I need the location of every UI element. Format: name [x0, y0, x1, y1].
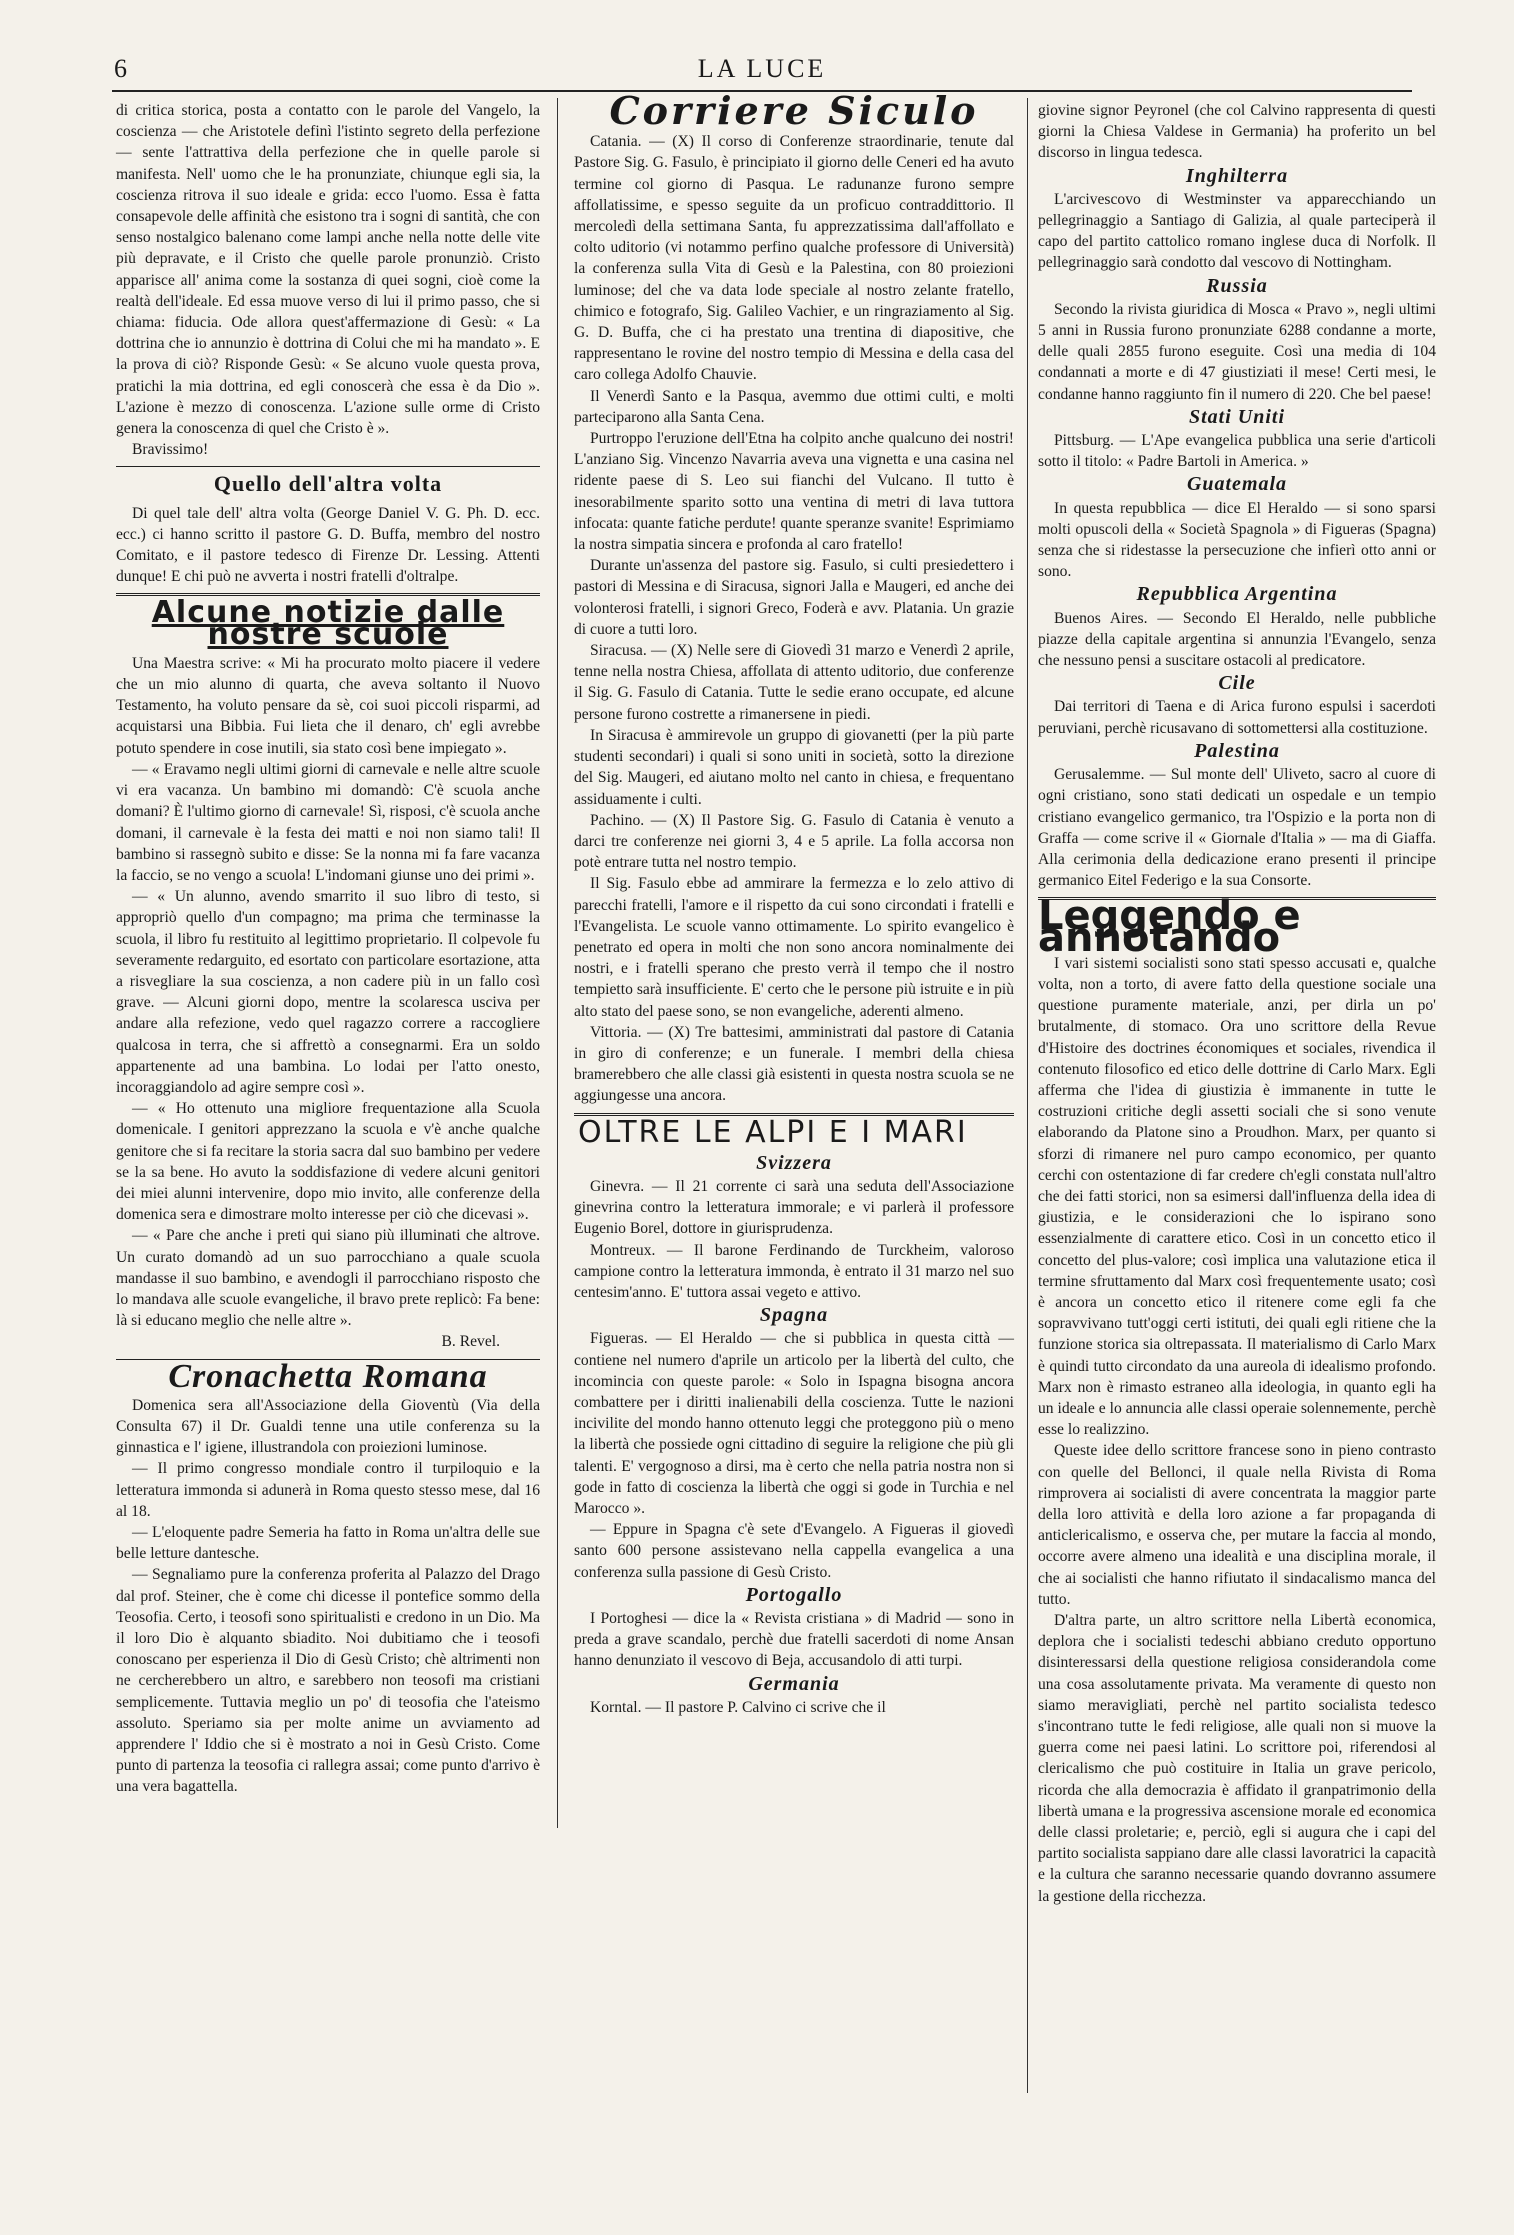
country-heading-portogallo: Portogallo	[745, 1583, 843, 1606]
paragraph: Vittoria. — (X) Tre battesimi, amministrati dal pastore di Catania in giro di conferenze; e un funerale. I membri della chiesa bramerebbero che alle classi già esistenti in questa nostra scuola se ne aggiungesse una ancora.	[574, 1023, 1014, 1105]
column-rule-2	[1027, 98, 1028, 2093]
paragraph: Domenica sera all'Associazione della Gioventù (Via della Consulta 67) il Dr. Gualdi tenne una utile conferenza su la ginnastica e l' igiene, illustrandola con proiezioni luminose.	[116, 1396, 540, 1457]
country-heading-germania: Germania	[748, 1672, 840, 1695]
column-1	[116, 100, 540, 1798]
page-number: 6	[114, 54, 127, 83]
paragraph: Pittsburg. — L'Ape evangelica pubblica una serie d'articoli sotto il titolo: « Padre Bartoli in America. »	[1038, 432, 1436, 471]
paragraph: — Eppure in Spagna c'è sete d'Evangelo. A Figueras il giovedì santo 600 persone assistevano nella cappella evangelica a una conferenza sulla passione di Gesù Cristo.	[574, 1521, 1014, 1581]
country-heading-spagna: Spagna	[759, 1304, 829, 1327]
paragraph: Queste idee dello scrittore francese sono in pieno contrasto con quelle del Bellonci, il quale nella Rivista di Roma rimprovera ai socialisti di avere concentrata la maggior parte della loro attività e della loro azione a far propaganda di anticlericalismo, e osserva che, per mutare la faccia al mondo, occorre avere almeno una idealità e una disciplina morale, il che ai socialisti che hanno rifiutato il sindacalismo manca del tutto.	[1038, 1442, 1436, 1608]
paragraph: — Il primo congresso mondiale contro il turpiloquio e la letteratura immonda si adunerà in Roma questo stesso mese, dal 16 al 18.	[116, 1460, 540, 1520]
section-title-romana: Cronachetta Romana	[168, 1357, 488, 1395]
paragraph: Durante un'assenza del pastore sig. Fasulo, si culti presiedettero i pastori di Messina e di Siracusa, signori Jalla e Maugeri, ed anche dei volonterosi fratelli, i signori Greco, Foderà e avv. Platania. Un grazie di cuore a tutti loro.	[574, 557, 1014, 638]
country-heading-stati-uniti: Stati Uniti	[1188, 405, 1286, 428]
country-heading-cile: Cile	[1218, 672, 1256, 695]
paragraph: Korntal. — Il pastore P. Calvino ci scrive che il	[590, 1698, 886, 1716]
column-rule-1	[557, 98, 558, 1828]
paragraph: Montreux. — Il barone Ferdinando de Turckheim, valoroso campione contro la letteratura immonda, è entrato il 31 marzo nel suo centesim'anno. E' tuttora assai vegeto e attivo.	[574, 1241, 1014, 1301]
paragraph: I vari sistemi socialisti sono stati spesso accusati e, qualche volta, non a torto, di avere fatto della questione sociale una questione puramente materiale, anzi, per dirla un po' brutalmente, di stomaco. Ora uno scrittore della Revue d'Histoire des doctrines économiques et sociales, rivendica il contenuto filosofico ed etico delle dottrine di Carlo Marx. Egli afferma che l'idea di giustizia è immanente in tutte le costruzioni critiche degli assetti sociali che si sono venute elaborando da Platone sino a Proudhon. Marx, per quanto si sforzi di rimanere nel puro campo economico, per quanto cerchi con ostentazione di far credere ch'egli constata null'altro che dei fatti storici, non sa esimersi dall'influenza della idea di giustizia, e le considerazioni che lo ispirano sono essenzialmente di carattere etico. Così in un concetto etico il concetto del plus-valore; così implica una valutazione etica il termine sfruttamento dal Marx così frequentemente usato; così è ancora un concetto etico il ritenere come egli fa che sopravvivano tutt'oggi certi istituti, dei quali egli ritiene che la funzione storica sia oltrepassata. Il materialismo di Carlo Marx è quindi tutto circondato da una aureola di idealismo profondo. Marx non è rimasto estraneo alla ideologia, in quanto egli ha un ideale e lo annuncia alle classi operaie solennemente, perchè esse lo realizzino.	[1038, 954, 1436, 1439]
paragraph: — « Ho ottenuto una migliore frequentazione alla Scuola domenicale. I genitori apprezzano la scuola e v'è anche qualche genitore che si fa recitare la storia sacra dal suo bambino per vedere se la sa bene. Ho avuto la soddisfazione di vedere alcuni genitori dei miei alunni intervenire, dopo mio invito, alle conferenze della domenica sera e dimostrare molto interesse per ciò che dicevasi ».	[116, 1100, 540, 1224]
paragraph: Secondo la rivista giuridica di Mosca « Pravo », negli ultimi 5 anni in Russia furono pronunziate 6288 condanne a morte, delle quali 2855 furono eseguite. Così una media di 104 condannati a morte e di 47 giustiziati il mese! Certi mesi, le condanne hanno raggiunto fin il numero di 220. Che bel paese!	[1038, 300, 1436, 403]
paragraph: In Siracusa è ammirevole un gruppo di giovanetti (per la più parte studenti secondari) i quali si sono uniti in società, sotto la direzione del Sig. Maugeri, ed aiutano molto nel canto in chiesa, e frequentano assiduamente i culti.	[574, 726, 1014, 808]
country-heading-palestina: Palestina	[1194, 739, 1280, 762]
paragraph: Siracusa. — (X) Nelle sere di Giovedì 31 marzo e Venerdì 2 aprile, tenne nella nostra Chiesa, affollata di attento uditorio, due conferenze il Sig. G. Fasulo di Catania. Tutte le sedie erano occupate, ed alcune persone furono costrette a rimanersene in piedi.	[574, 642, 1014, 723]
section-title-quello: Quello dell'altra volta	[213, 471, 443, 497]
paragraph: Pachino. — (X) Il Pastore Sig. G. Fasulo di Catania è venuto a darci tre conferenze nei giorni 3, 4 e 5 aprile. La folla accorsa non potè entrare tutta nel nostro tempio.	[574, 811, 1014, 872]
paragraph: In questa repubblica — dice El Heraldo — si sono sparsi molti opuscoli della « Società Spagnola » di Figueras (Spagna) senza che si ridestasse la persecuzione che infierì otto anni or sono.	[1038, 499, 1436, 581]
paragraph: Di quel tale dell' altra volta (George Daniel V. G. Ph. D. ecc. ecc.) ci hanno scritto il pastore G. D. Buffa, membro del nostro Comitato, e il pastore tedesco di Firenze Dr. Lessing. Attenti dunque! E chi può ne avverta i nostri fratelli d'oltralpe.	[116, 504, 540, 586]
page-header	[112, 50, 1412, 92]
paragraph: giovine signor Peyronel (che col Calvino rappresenta di questi giorni la Chiesa Valdese in Germania) ha proferito un bel discorso in lingua tedesca.	[1038, 102, 1436, 162]
column-3	[1038, 100, 1436, 1907]
paragraph: Dai territori di Taena e di Arica furono espulsi i sacerdoti peruviani, perchè ricusavano di sottomettersi alla costituzione.	[1038, 698, 1436, 737]
divider	[116, 466, 540, 467]
signature: B. Revel.	[441, 1333, 500, 1351]
section-title-siculo: Corriere Siculo	[609, 88, 979, 133]
country-heading-russia: Russia	[1206, 274, 1268, 297]
section-title-alpi: OLTRE LE ALPI E I MARI	[578, 1114, 968, 1150]
paragraph: Il Venerdì Santo e la Pasqua, avemmo due ottimi culti, e molti parteciparono alla Santa Cena.	[574, 387, 1014, 426]
paragraph: I Portoghesi — dice la « Revista cristiana » di Madrid — sono in preda a grave scandalo, perchè due fratelli sacerdoti di nome Ansan hanno denunziato il vescovo di Beja, accusandolo di atti turpi.	[574, 1610, 1014, 1670]
section-title-leggendo: Leggendo e annotando	[1038, 893, 1301, 961]
paragraph: Una Maestra scrive: « Mi ha procurato molto piacere il vedere che un mio alunno di quarta, che aveva soltanto il Nuovo Testamento, ha voluto pensare da sè, coi suoi piccoli risparmi, ad acquistarsi una Bibbia. Fui lieta che il denaro, ch' egli avrebbe potuto spendere in cose inutili, sia stato così bene impiegato ».	[116, 654, 540, 757]
country-heading-inghilterra: Inghilterra	[1185, 164, 1289, 187]
paragraph: Buenos Aires. — Secondo El Heraldo, nelle pubbliche piazze della capitale argentina si annunzia l'Evangelo, senza che nessuno pensi a suscitare ostacoli al predicatore.	[1038, 609, 1436, 670]
paragraph: L'arcivescovo di Westminster va apparecchiando un pellegrinaggio a Santiago di Galizia, al quale parteciperà il capo del partito cattolico romano inglese duca di Norfolk. Il pellegrinaggio sarà condotto dal vescovo di Nottingham.	[1038, 190, 1436, 272]
paragraph: — L'eloquente padre Semeria ha fatto in Roma un'altra delle sue belle letture dantesche.	[116, 1524, 540, 1563]
section-title-scuole: Alcune notizie dalle nostre scuole	[151, 595, 505, 652]
paragraph: — « Pare che anche i preti qui siano più illuminati che altrove. Un curato domandò ad un suo parrocchiano a quale scuola mandasse il suo bambino, e avendogli il parrocchiano risposto che lo mandava alle scuole evangeliche, il bravo prete replicò: Fa bene: là si educano meglio che nelle altre ».	[116, 1227, 540, 1330]
column-2	[574, 88, 1014, 1718]
paragraph: Purtroppo l'eruzione dell'Etna ha colpito anche qualcuno dei nostri! L'anziano Sig. Vincenzo Navarria aveva una vignetta e una casina nel ridente paese di S. Leo sui fianchi del Vulcano. Il tutto è inesorabilmente sparito sotto una ventina di metri di lava tuttora infocata: quante fatiche perdute! quante speranze svanite! Esprimiamo la nostra simpatia sincera e profonda al caro fratello!	[574, 430, 1014, 554]
paragraph: — « Eravamo negli ultimi giorni di carnevale e nelle altre scuole vi era vacanza. Un bambino mi domandò: C'è scuola anche domani? È l'ultimo giorno di carnevale! Sì, risposi, c'è scuola anche domani, il carnevale è la festa dei matti e noi non siamo tali! Il bambino si rassegnò subito e disse: Se la nonna mi fa fare vacanza la faccio, se no vengo a scuola! L'indomani giunse uno dei primi ».	[116, 760, 540, 884]
paragraph: Gerusalemme. — Sul monte dell' Uliveto, sacro al cuore di ogni cristiano, sono stati dedicati un ospedale e un tempio cristiano evangelico germanico, tra l'Ospizio e la porta non di Graffa — come scrive il « Giornale d'Italia » — ma di Giaffa. Alla cerimonia della dedicazione erano presenti il principe germanico Eitel Federigo e la sua Consorte.	[1038, 766, 1436, 890]
country-heading-guatemala: Guatemala	[1186, 473, 1288, 496]
country-heading-argentina: Repubblica Argentina	[1136, 583, 1338, 606]
article-continuation: di critica storica, posta a contatto con le parole del Vangelo, la coscienza — che Aristotele definì l'istinto segreto della perfezione — sente l'attrattiva della perfezione che in quelle parole si manifesta. Nell' uomo che le ha pronunziate, chiunque egli sia, la coscienza ritrova il suo ideale e grida: ecco l'uomo. Essa è fatta consapevole delle affinità che esistono tra i sogni di santità, che con senso nostalgico balenano come lampi anche nella notte delle vite più depravate, e il Cristo che quelle parole pronunziò. Cristo apparisce all' anima come la sostanza di quei sogni, cioè come la realtà dell'ideale. Ed essa muove verso di lui il primo passo, che si chiama: fiducia. Ode allora quest'affermazione di Gesù: « La dottrina che io annunzio è dottrina di Colui che mi ha mandato ». E la prova di ciò? Risponde Gesù: « Se alcuno vuole questa prova, pratichi la mia dottrina, ed egli conoscerà che essa è da Dio ». L'azione è mezzo di conoscenza. L'azione sulle orme di Cristo genera la conoscenza di quel che Cristo è ».	[116, 102, 540, 438]
paragraph: — « Un alunno, avendo smarrito il suo libro di testo, si appropriò quello d'un compagno; ma prima che terminasse la scuola, il libro fu restituito al legittimo proprietario. Il colpevole fu severamente redarguito, ed esortato con particolare esortazione, atta a risvegliare la sua coscienza, a non cadere più in un fallo così grave. — Alcuni giorni dopo, mentre la scolaresca usciva per andare alla refezione, vedo quel ragazzo correre a raccogliere qualcosa in terra, che si affrettò a consegnarmi. Era un soldo appartenente ad una bambina. Lo lodai per l'atto onesto, incoraggiandolo ad agire sempre così ».	[116, 888, 540, 1096]
paragraph: D'altra parte, un altro scrittore nella Libertà economica, deplora che i socialisti tedeschi abbiano creduto opportuno disinteressarsi della questione religiosa considerandola come una cosa assolutamente privata. Ma veramente di questo non siamo meravigliati, perchè nel partito socialista tedesco s'incontrano tutte le fedi religiose, alle quali non si muove la guerra come nei paesi latini. Lo scrittore poi, riferendosi al clericalismo che può costituire in Italia un grave pericolo, ricorda che alla democrazia è affidato il granpatrimonio della libertà umana e la progressiva ascensione morale ed economica delle classi proletarie; e, perciò, egli si augura che i capi del partito socialista sappiano dare alle classi lavoratrici la capacità e la cultura che saranno necessarie quando dovranno assumere la gestione della ricchezza.	[1038, 1612, 1436, 1905]
paragraph: Catania. — (X) Il corso di Conferenze straordinarie, tenute dal Pastore Sig. G. Fasulo, è principiato il giorno delle Ceneri ed ha avuto termine col giorno di Pasqua. Le radunanze furono sempre affollatissime, e spesso seguite da un proficuo contraddittorio. Il mercoledì della settimana Santa, fu apprezzatissima dall'affollato e colto uditorio (vi notammo perfino qualche professore di Università) la conferenza sulla Vita di Gesù e la Palestina, con 80 proiezioni luminose; del che va data lode speciale al nostro zelante fratello, chimico e fotografo, Sig. Galileo Vachier, e un ringraziamento al Sig. G. D. Buffa, che ci ha prestato una trentina di diapositive, che rappresentano le rovine del nostro tempio di Messina e della casa del caro collega Adolfo Chauvie.	[574, 133, 1014, 384]
paragraph: Ginevra. — Il 21 corrente ci sarà una seduta dell'Associazione ginevrina contro la letteratura immorale; e vi parlerà il professore Eugenio Borel, dottore in giurisprudenza.	[574, 1177, 1014, 1238]
country-heading-svizzera: Svizzera	[756, 1151, 832, 1174]
paragraph: Il Sig. Fasulo ebbe ad ammirare la fermezza e lo zelo attivo di parecchi fratelli, l'amore e il rispetto da cui sono circondati i fratelli e l'Evangelista. Le scuole vanno ottimamente. Lo spirito evangelico è penetrato ed opera in molti che non sono ancora nominalmente dei nostri, e i fratelli sperano che presto verrà il tempo che il nostro tempietto sarà insufficiente. E' certo che le persone più istruite e in più alto stato del paese sono, se non evangeliche, aderenti almeno.	[574, 875, 1014, 1020]
newspaper-title: LA LUCE	[697, 54, 827, 83]
paragraph: Figueras. — El Heraldo — che si pubblica in questa città — contiene nel numero d'aprile un articolo per la libertà del culto, che incomincia con queste parole: « Solo in Ispagna bisogna ancora combattere per i diritti inalienabili della coscienza. Tutte le nazioni incivilite del mondo hanno ottenuto leggi che proteggono più o meno la libertà che possiede ogni cittadino di seguire la religione che più gli talenti. E' vergognoso a dirsi, ma è certo che nella patria nostra non si gode in fatto di coscienza la libertà che oggi si gode in Turchia e nel Marocco ».	[574, 1330, 1014, 1517]
article-closing: Bravissimo!	[132, 441, 209, 459]
paragraph: — Segnaliamo pure la conferenza proferita al Palazzo del Drago dal prof. Steiner, che è come chi dicesse il pontefice sommo della Teosofia. Certo, i teosofi sono spiritualisti e credono in un Dio. Ma il loro Dio è alquanto sbiadito. Noi dubitiamo che i teosofi conoscano per esperienza il Dio di Gesù Cristo; chè altrimenti non ne cercherebbero un altro, e sarebbero non teosofi ma cristiani semplicemente. Tuttavia meglio un po' di teosofia che l'ateismo assoluto. Speriamo sia per molte anime un avviamento ad apprendere l' Iddio che si è mostrato a noi in Gesù Cristo. Come punto di partenza la teosofia ci rallegra assai; come punto d'arrivo è una vera bagattella.	[116, 1566, 540, 1796]
